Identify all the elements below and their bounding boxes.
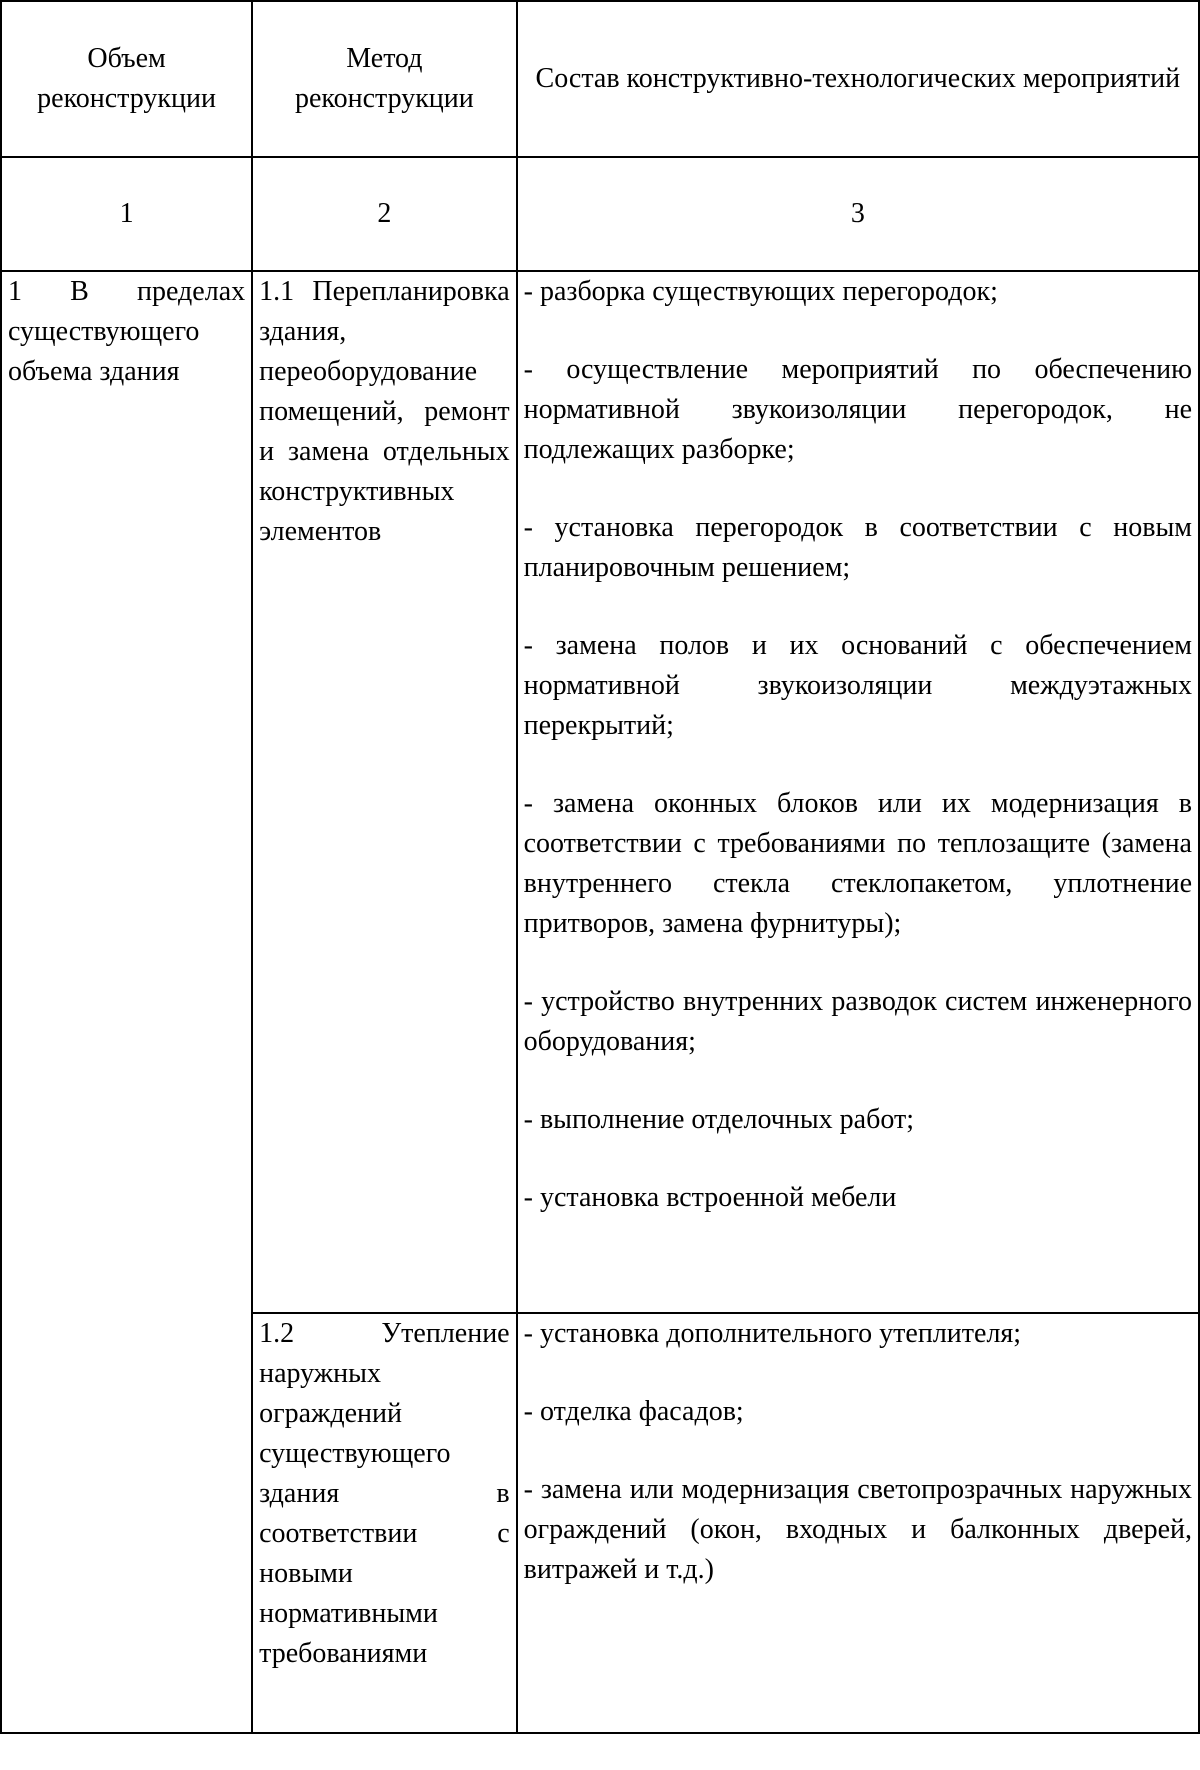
header-method (252, 1, 517, 157)
column-number-2: 2 (252, 157, 517, 271)
header-scope (1, 1, 252, 157)
list-item: - установка перегородок в соответствии с новым планировочным решением; (523, 512, 1192, 583)
header-measures (517, 1, 1199, 157)
table-row (1, 271, 1199, 1313)
header-row (1, 1, 1199, 157)
list-item: - замена оконных блоков или их модернизация в соответствии с требованиями по теплозащите (замена внутреннего стекла стеклопакетом, уплотнение притворов, замена фурнитуры); (523, 788, 1192, 939)
column-number-1: 1 (1, 157, 252, 271)
list-item: - установка встроенной мебели (523, 1182, 897, 1213)
scope-cell: 1 В пределах существующего объема здания (1, 271, 252, 1733)
list-item: - разборка существующих перегородок; (523, 276, 998, 307)
list-item: - выполнение отделочных работ; (523, 1104, 914, 1135)
header-measures-text: Состав конструктивно-технологических мероприятий (535, 63, 1181, 94)
method-cell-1-1: 1.1 Перепланировка здания, переоборудование помещений, ремонт и замена отдельных конструктивных элементов (252, 271, 517, 1313)
list-item: - установка дополнительного утеплителя; (523, 1318, 1022, 1349)
column-number-3: 3 (517, 157, 1199, 271)
list-item: - осуществление мероприятий по обеспечению нормативной звукоизоляции перегородок, не подлежащих разборке; (523, 354, 1192, 465)
list-item: - замена полов и их оснований с обеспечением нормативной звукоизоляции междуэтажных перекрытий; (523, 630, 1192, 741)
list-item: - устройство внутренних разводок систем инженерного оборудования; (523, 986, 1192, 1057)
column-number-row (1, 157, 1199, 271)
measures-cell-1-2 (517, 1313, 1199, 1733)
method-cell-1-2: 1.2 Утепление наружных ограждений существующего здания в соответствии с новыми нормативными требованиями (252, 1313, 517, 1733)
list-item: - замена или модернизация светопрозрачных наружных ограждений (окон, входных и балконных дверей, витражей и т.д.) (523, 1474, 1192, 1585)
list-item: - отделка фасадов; (523, 1396, 744, 1427)
measures-cell-1-1 (517, 271, 1199, 1313)
header-scope-text: Объем реконструкции (37, 43, 216, 114)
header-method-text: Метод реконструкции (294, 43, 474, 114)
